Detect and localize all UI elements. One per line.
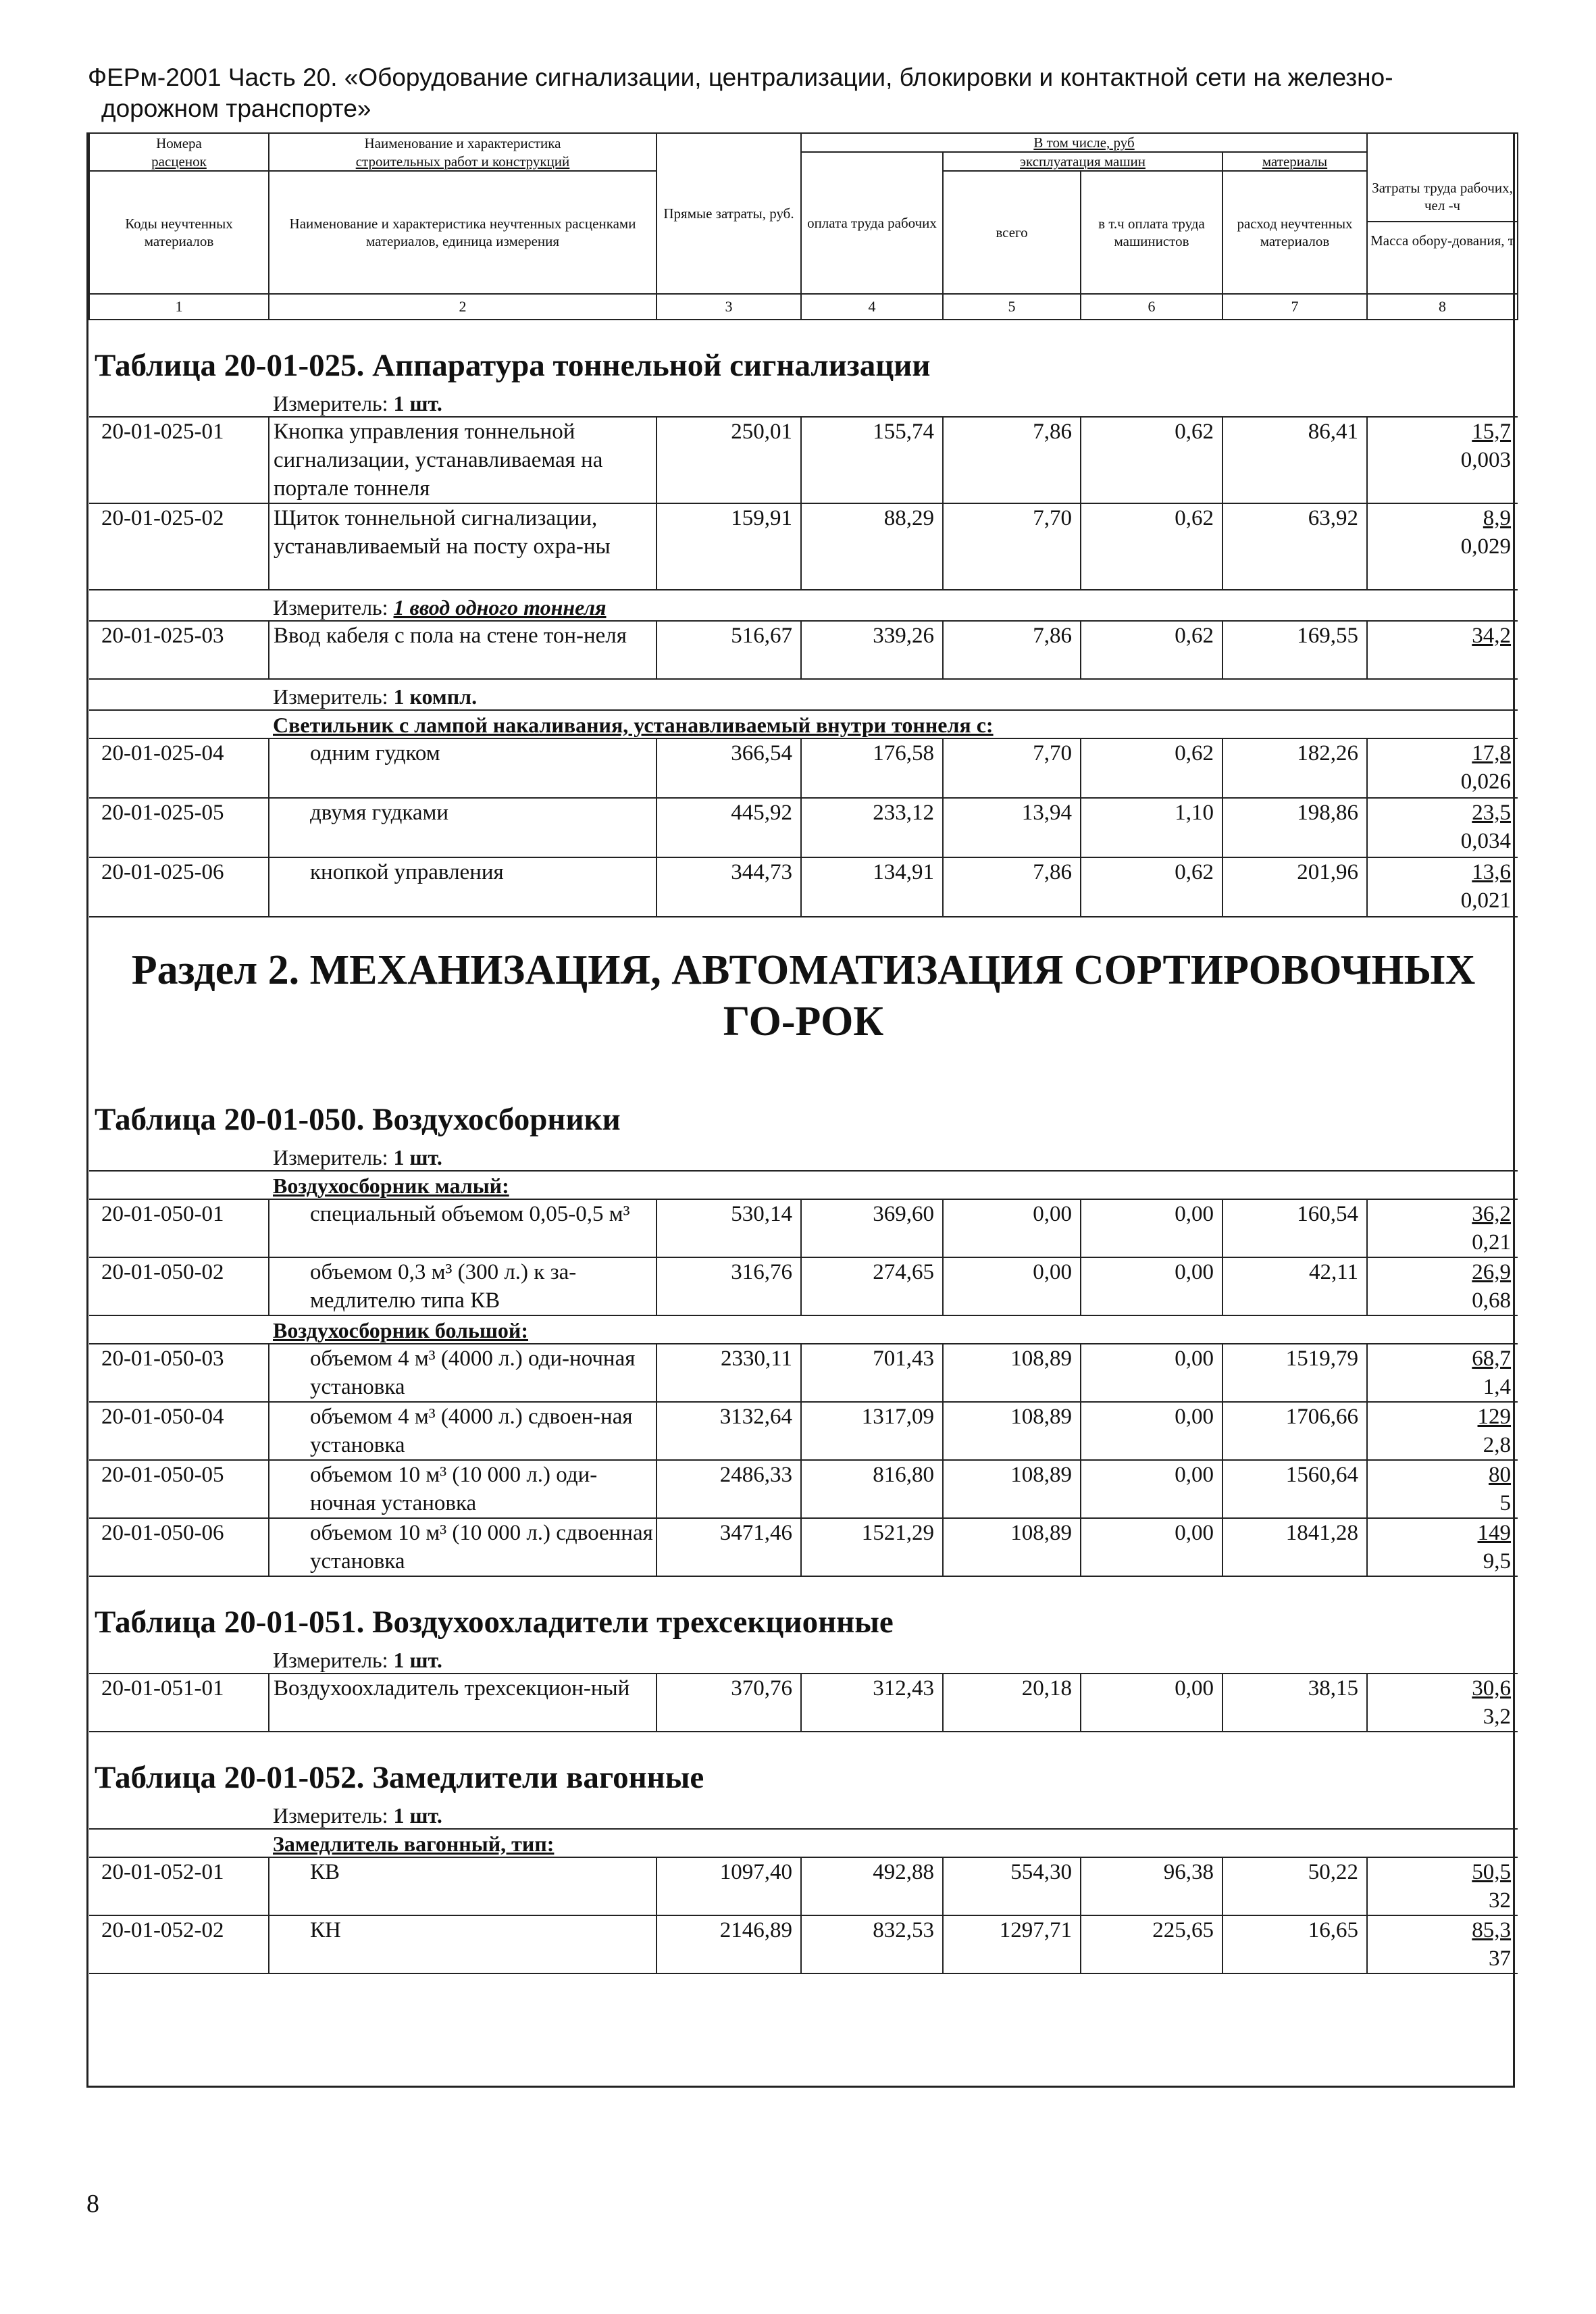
equipment-mass: 37 — [1489, 1946, 1512, 1971]
row-labor — [1367, 798, 1518, 857]
row-c6: 0,00 — [1081, 1402, 1222, 1460]
row-name: двумя гудками — [269, 798, 657, 857]
table-row — [89, 857, 1518, 917]
group-label: Воздухосборник большой: — [269, 1315, 1518, 1344]
unit-cell — [269, 386, 1518, 417]
col7-head: расход неучтенных материалов — [1222, 171, 1367, 294]
group-label: Воздухосборник малый: — [269, 1171, 1518, 1199]
row-c5: 108,89 — [943, 1344, 1081, 1402]
row-c4: 134,91 — [801, 857, 943, 917]
row-c5: 554,30 — [943, 1857, 1081, 1915]
row-name: объемом 10 м³ (10 000 л.) сдвоенная установка — [269, 1518, 657, 1576]
table-row — [89, 738, 1518, 798]
header-line-2: дорожном транспорте» — [101, 95, 371, 122]
labor-hours: 30,6 — [1472, 1676, 1512, 1701]
row-c5: 108,89 — [943, 1460, 1081, 1518]
row-c6: 225,65 — [1081, 1915, 1222, 1973]
col6-head: в т.ч оплата труда машинистов — [1081, 171, 1222, 294]
row-c5: 7,86 — [943, 621, 1081, 679]
column-number: 3 — [657, 294, 801, 320]
row-labor — [1367, 1460, 1518, 1518]
price-sheet — [86, 132, 1515, 2088]
labor-hours: 13,6 — [1472, 860, 1512, 884]
labor-hours: 34,2 — [1472, 624, 1512, 648]
row-c7: 63,92 — [1222, 503, 1367, 590]
unit-gap — [388, 595, 394, 620]
col8-label-b: Масса обору-дования, т — [1370, 232, 1514, 249]
row-name: кнопкой управления — [269, 857, 657, 917]
unit-row — [89, 1799, 1518, 1829]
unit-row — [89, 1643, 1518, 1674]
row-c3: 3132,64 — [657, 1402, 801, 1460]
row-c7: 86,41 — [1222, 417, 1367, 503]
equipment-mass: 9,5 — [1483, 1549, 1512, 1574]
unit-cell — [269, 679, 1518, 710]
column-number: 7 — [1222, 294, 1367, 320]
row-c4: 312,43 — [801, 1674, 943, 1732]
table-row — [89, 1460, 1518, 1518]
unit-row — [89, 590, 1518, 621]
table-body — [89, 320, 1518, 1973]
row-labor — [1367, 417, 1518, 503]
row-c6: 0,00 — [1081, 1199, 1222, 1257]
row-c3: 445,92 — [657, 798, 801, 857]
group-row — [89, 1315, 1518, 1344]
row-c3: 344,73 — [657, 857, 801, 917]
row-code: 20-01-025-03 — [89, 621, 269, 679]
row-c4: 369,60 — [801, 1199, 943, 1257]
table-051-title — [89, 1576, 1518, 1643]
unit-value: 1 ввод одного тоннеля — [393, 595, 607, 620]
unit-spacer — [89, 386, 269, 417]
unit-spacer — [89, 679, 269, 710]
table-title: Таблица 20-01-025. Аппаратура тоннельной сигнализации — [95, 348, 931, 383]
row-c4: 339,26 — [801, 621, 943, 679]
group-label: Светильник с лампой накаливания, устанавливаемый внутри тоннеля с: — [269, 710, 1518, 738]
row-c6: 0,00 — [1081, 1518, 1222, 1576]
row-name: объемом 10 м³ (10 000 л.) оди-ночная установка — [269, 1460, 657, 1518]
row-code: 20-01-025-02 — [89, 503, 269, 590]
col1-label-a: Номера — [156, 134, 202, 151]
labor-hours: 85,3 — [1472, 1918, 1512, 1942]
row-c3: 250,01 — [657, 417, 801, 503]
row-c3: 1097,40 — [657, 1857, 801, 1915]
part-title: Раздел 2. МЕХАНИЗАЦИЯ, АВТОМАТИЗАЦИЯ СОРТИРОВОЧНЫХ ГО-РОК — [131, 947, 1476, 1045]
unit-spacer — [89, 1799, 269, 1829]
labor-hours: 26,9 — [1472, 1260, 1512, 1284]
group-row — [89, 710, 1518, 738]
row-c6: 0,62 — [1081, 503, 1222, 590]
row-code: 20-01-051-01 — [89, 1674, 269, 1732]
unit-cell — [269, 1799, 1518, 1829]
row-labor — [1367, 621, 1518, 679]
row-c4: 233,12 — [801, 798, 943, 857]
mat-head: материалы — [1222, 152, 1367, 171]
row-c7: 16,65 — [1222, 1915, 1367, 1973]
row-c5: 0,00 — [943, 1199, 1081, 1257]
table-row — [89, 621, 1518, 679]
labor-hours: 15,7 — [1472, 420, 1512, 444]
row-code: 20-01-052-01 — [89, 1857, 269, 1915]
table-row — [89, 1915, 1518, 1973]
row-name: Ввод кабеля с пола на стене тон-неля — [269, 621, 657, 679]
labor-hours: 8,9 — [1483, 506, 1512, 530]
labor-hours: 36,2 — [1472, 1202, 1512, 1226]
col8-head — [1367, 133, 1518, 294]
col8-label-a: Затраты труда рабочих, чел -ч — [1368, 175, 1517, 222]
row-c3: 530,14 — [657, 1199, 801, 1257]
row-labor — [1367, 1857, 1518, 1915]
unit-gap — [388, 684, 394, 709]
labor-hours: 129 — [1477, 1405, 1512, 1429]
row-code: 20-01-050-02 — [89, 1257, 269, 1315]
unit-value: 1 шт. — [393, 1648, 442, 1672]
row-c7: 182,26 — [1222, 738, 1367, 798]
row-labor — [1367, 503, 1518, 590]
equipment-mass: 0,003 — [1460, 448, 1512, 472]
unit-row — [89, 679, 1518, 710]
row-name: объемом 0,3 м³ (300 л.) к за-медлителю типа КВ — [269, 1257, 657, 1315]
row-c3: 2146,89 — [657, 1915, 801, 1973]
unit-gap — [388, 1803, 394, 1828]
group-row — [89, 1829, 1518, 1857]
group-row — [89, 1171, 1518, 1199]
table-title: Таблица 20-01-050. Воздухосборники — [95, 1102, 621, 1137]
unit-cell — [269, 1140, 1518, 1171]
row-c5: 1297,71 — [943, 1915, 1081, 1973]
unit-spacer — [89, 1643, 269, 1674]
row-c4: 701,43 — [801, 1344, 943, 1402]
table-025-title — [89, 320, 1518, 386]
row-c6: 0,00 — [1081, 1257, 1222, 1315]
row-c6: 0,62 — [1081, 417, 1222, 503]
header-line-1: ФЕРм-2001 Часть 20. «Оборудование сигнализации, централизации, блокировки и контактной сети на железно- — [88, 64, 1393, 91]
row-c7: 1519,79 — [1222, 1344, 1367, 1402]
row-name: Воздухоохладитель трехсекцион-ный — [269, 1674, 657, 1732]
row-c6: 0,00 — [1081, 1344, 1222, 1402]
row-c7: 1841,28 — [1222, 1518, 1367, 1576]
row-c5: 7,86 — [943, 417, 1081, 503]
row-c4: 274,65 — [801, 1257, 943, 1315]
equipment-mass: 5 — [1499, 1491, 1512, 1515]
row-c6: 0,62 — [1081, 621, 1222, 679]
row-name: объемом 4 м³ (4000 л.) оди-ночная установка — [269, 1344, 657, 1402]
row-c6: 96,38 — [1081, 1857, 1222, 1915]
row-code: 20-01-050-05 — [89, 1460, 269, 1518]
column-numbers — [89, 294, 1518, 320]
row-c4: 816,80 — [801, 1460, 943, 1518]
row-c4: 492,88 — [801, 1857, 943, 1915]
unit-label: Измеритель: — [273, 1145, 388, 1169]
unit-value: 1 шт. — [393, 1803, 442, 1828]
table-row — [89, 1674, 1518, 1732]
unit-cell — [269, 1643, 1518, 1674]
group-spacer — [89, 1315, 269, 1344]
row-c5: 20,18 — [943, 1674, 1081, 1732]
page-number: 8 — [86, 2190, 99, 2218]
unit-spacer — [89, 1140, 269, 1171]
row-c7: 1560,64 — [1222, 1460, 1367, 1518]
column-number: 8 — [1367, 294, 1518, 320]
col2-head-top — [269, 133, 657, 152]
row-code: 20-01-050-04 — [89, 1402, 269, 1460]
row-name: КН — [269, 1915, 657, 1973]
row-name: объемом 4 м³ (4000 л.) сдвоен-ная установка — [269, 1402, 657, 1460]
row-code: 20-01-025-01 — [89, 417, 269, 503]
row-c7: 50,22 — [1222, 1857, 1367, 1915]
row-name: Щиток тоннельной сигнализации, устанавливаемый на посту охра-ны — [269, 503, 657, 590]
table-050-title — [89, 1074, 1518, 1140]
table-row — [89, 798, 1518, 857]
equipment-mass: 0,21 — [1472, 1230, 1512, 1255]
row-c7: 1706,66 — [1222, 1402, 1367, 1460]
row-c3: 159,91 — [657, 503, 801, 590]
row-c3: 516,67 — [657, 621, 801, 679]
row-c6: 0,62 — [1081, 857, 1222, 917]
equipment-mass: 2,8 — [1483, 1433, 1512, 1457]
row-c5: 0,00 — [943, 1257, 1081, 1315]
unit-gap — [388, 1648, 394, 1672]
column-number: 1 — [89, 294, 269, 320]
row-name: КВ — [269, 1857, 657, 1915]
exp-head: эксплуатация машин — [943, 152, 1222, 171]
row-c5: 108,89 — [943, 1518, 1081, 1576]
unit-value: 1 компл. — [393, 684, 478, 709]
col1-head-top — [89, 133, 269, 152]
row-c5: 7,70 — [943, 503, 1081, 590]
equipment-mass: 32 — [1489, 1888, 1512, 1913]
table-052-title — [89, 1732, 1518, 1799]
row-c7: 201,96 — [1222, 857, 1367, 917]
row-c7: 198,86 — [1222, 798, 1367, 857]
row-c3: 2330,11 — [657, 1344, 801, 1402]
labor-hours: 50,5 — [1472, 1860, 1512, 1884]
table-row — [89, 1257, 1518, 1315]
labor-hours: 80 — [1489, 1463, 1512, 1487]
row-c5: 7,70 — [943, 738, 1081, 798]
incl-head: В том числе, руб — [801, 133, 1367, 152]
column-number: 6 — [1081, 294, 1222, 320]
group-spacer — [89, 710, 269, 738]
row-code: 20-01-050-03 — [89, 1344, 269, 1402]
unit-label: Измеритель: — [273, 1648, 388, 1672]
row-c6: 1,10 — [1081, 798, 1222, 857]
row-code: 20-01-052-02 — [89, 1915, 269, 1973]
row-c7: 169,55 — [1222, 621, 1367, 679]
row-c4: 88,29 — [801, 503, 943, 590]
row-c4: 155,74 — [801, 417, 943, 503]
row-c3: 2486,33 — [657, 1460, 801, 1518]
row-c5: 108,89 — [943, 1402, 1081, 1460]
column-number: 5 — [943, 294, 1081, 320]
unit-gap — [388, 1145, 394, 1169]
row-c6: 0,00 — [1081, 1674, 1222, 1732]
group-spacer — [89, 1171, 269, 1199]
col1-head-c: Коды неучтенных материалов — [89, 171, 269, 294]
col5-head: всего — [943, 171, 1081, 294]
equipment-mass: 3,2 — [1483, 1705, 1512, 1729]
row-code: 20-01-025-06 — [89, 857, 269, 917]
row-labor — [1367, 1344, 1518, 1402]
table-row — [89, 503, 1518, 590]
labor-hours: 68,7 — [1472, 1347, 1512, 1371]
table-title: Таблица 20-01-051. Воздухоохладители трехсекционные — [95, 1605, 894, 1640]
table-row — [89, 1402, 1518, 1460]
row-labor — [1367, 1518, 1518, 1576]
row-c3: 316,76 — [657, 1257, 801, 1315]
row-name: одним гудком — [269, 738, 657, 798]
row-c7: 38,15 — [1222, 1674, 1367, 1732]
row-code: 20-01-025-05 — [89, 798, 269, 857]
unit-label: Измеритель: — [273, 1803, 388, 1828]
row-code: 20-01-025-04 — [89, 738, 269, 798]
col2-head-c: Наименование и характеристика неучтенных расценками материалов, единица измерения — [269, 171, 657, 294]
row-c5: 13,94 — [943, 798, 1081, 857]
equipment-mass: 0,021 — [1460, 888, 1512, 913]
equipment-mass: 0,029 — [1460, 534, 1512, 559]
row-labor — [1367, 1199, 1518, 1257]
row-labor — [1367, 1915, 1518, 1973]
table-title: Таблица 20-01-052. Замедлители вагонные — [95, 1760, 704, 1795]
row-c4: 1521,29 — [801, 1518, 943, 1576]
labor-hours: 149 — [1477, 1521, 1512, 1545]
row-name: специальный объемом 0,05-0,5 м³ — [269, 1199, 657, 1257]
group-label: Замедлитель вагонный, тип: — [269, 1829, 1518, 1857]
table-row — [89, 417, 1518, 503]
unit-label: Измеритель: — [273, 684, 388, 709]
unit-gap — [388, 391, 394, 416]
table-row — [89, 1518, 1518, 1576]
unit-row — [89, 1140, 1518, 1171]
row-c5: 7,86 — [943, 857, 1081, 917]
row-labor — [1367, 857, 1518, 917]
group-spacer — [89, 1829, 269, 1857]
col3-head: Прямые затраты, руб. — [657, 133, 801, 294]
part-title-row — [89, 917, 1518, 1074]
row-c3: 366,54 — [657, 738, 801, 798]
unit-label: Измеритель: — [273, 391, 388, 416]
col2-head-b: строительных работ и конструкций — [269, 152, 657, 171]
col2-label-a: Наименование и характеристика — [364, 134, 561, 151]
row-c3: 3471,46 — [657, 1518, 801, 1576]
table-row — [89, 1857, 1518, 1915]
row-labor — [1367, 1257, 1518, 1315]
labor-hours: 23,5 — [1472, 801, 1512, 825]
unit-cell — [269, 590, 1518, 621]
equipment-mass: 0,034 — [1460, 829, 1512, 853]
price-table — [88, 132, 1518, 1974]
row-c6: 0,62 — [1081, 738, 1222, 798]
equipment-mass: 1,4 — [1483, 1375, 1512, 1399]
labor-hours: 17,8 — [1472, 741, 1512, 765]
row-c3: 370,76 — [657, 1674, 801, 1732]
unit-label: Измеритель: — [273, 595, 388, 620]
row-c4: 832,53 — [801, 1915, 943, 1973]
unit-value: 1 шт. — [393, 1145, 442, 1169]
column-number: 2 — [269, 294, 657, 320]
table-row — [89, 1199, 1518, 1257]
column-header — [89, 133, 1518, 320]
equipment-mass: 0,68 — [1472, 1288, 1512, 1313]
row-c4: 176,58 — [801, 738, 943, 798]
row-c4: 1317,09 — [801, 1402, 943, 1460]
page-header — [88, 62, 1513, 124]
row-name: Кнопка управления тоннельной сигнализации, устанавливаемая на портале тоннеля — [269, 417, 657, 503]
row-c7: 42,11 — [1222, 1257, 1367, 1315]
row-labor — [1367, 1402, 1518, 1460]
column-number: 4 — [801, 294, 943, 320]
row-labor — [1367, 738, 1518, 798]
row-code: 20-01-050-06 — [89, 1518, 269, 1576]
row-labor — [1367, 1674, 1518, 1732]
row-c7: 160,54 — [1222, 1199, 1367, 1257]
unit-value: 1 шт. — [393, 391, 442, 416]
unit-row — [89, 386, 1518, 417]
row-c6: 0,00 — [1081, 1460, 1222, 1518]
equipment-mass: 0,026 — [1460, 770, 1512, 794]
table-row — [89, 1344, 1518, 1402]
col4-head: оплата труда рабочих — [801, 152, 943, 294]
row-code: 20-01-050-01 — [89, 1199, 269, 1257]
unit-spacer — [89, 590, 269, 621]
col1-head-b: расценок — [89, 152, 269, 171]
